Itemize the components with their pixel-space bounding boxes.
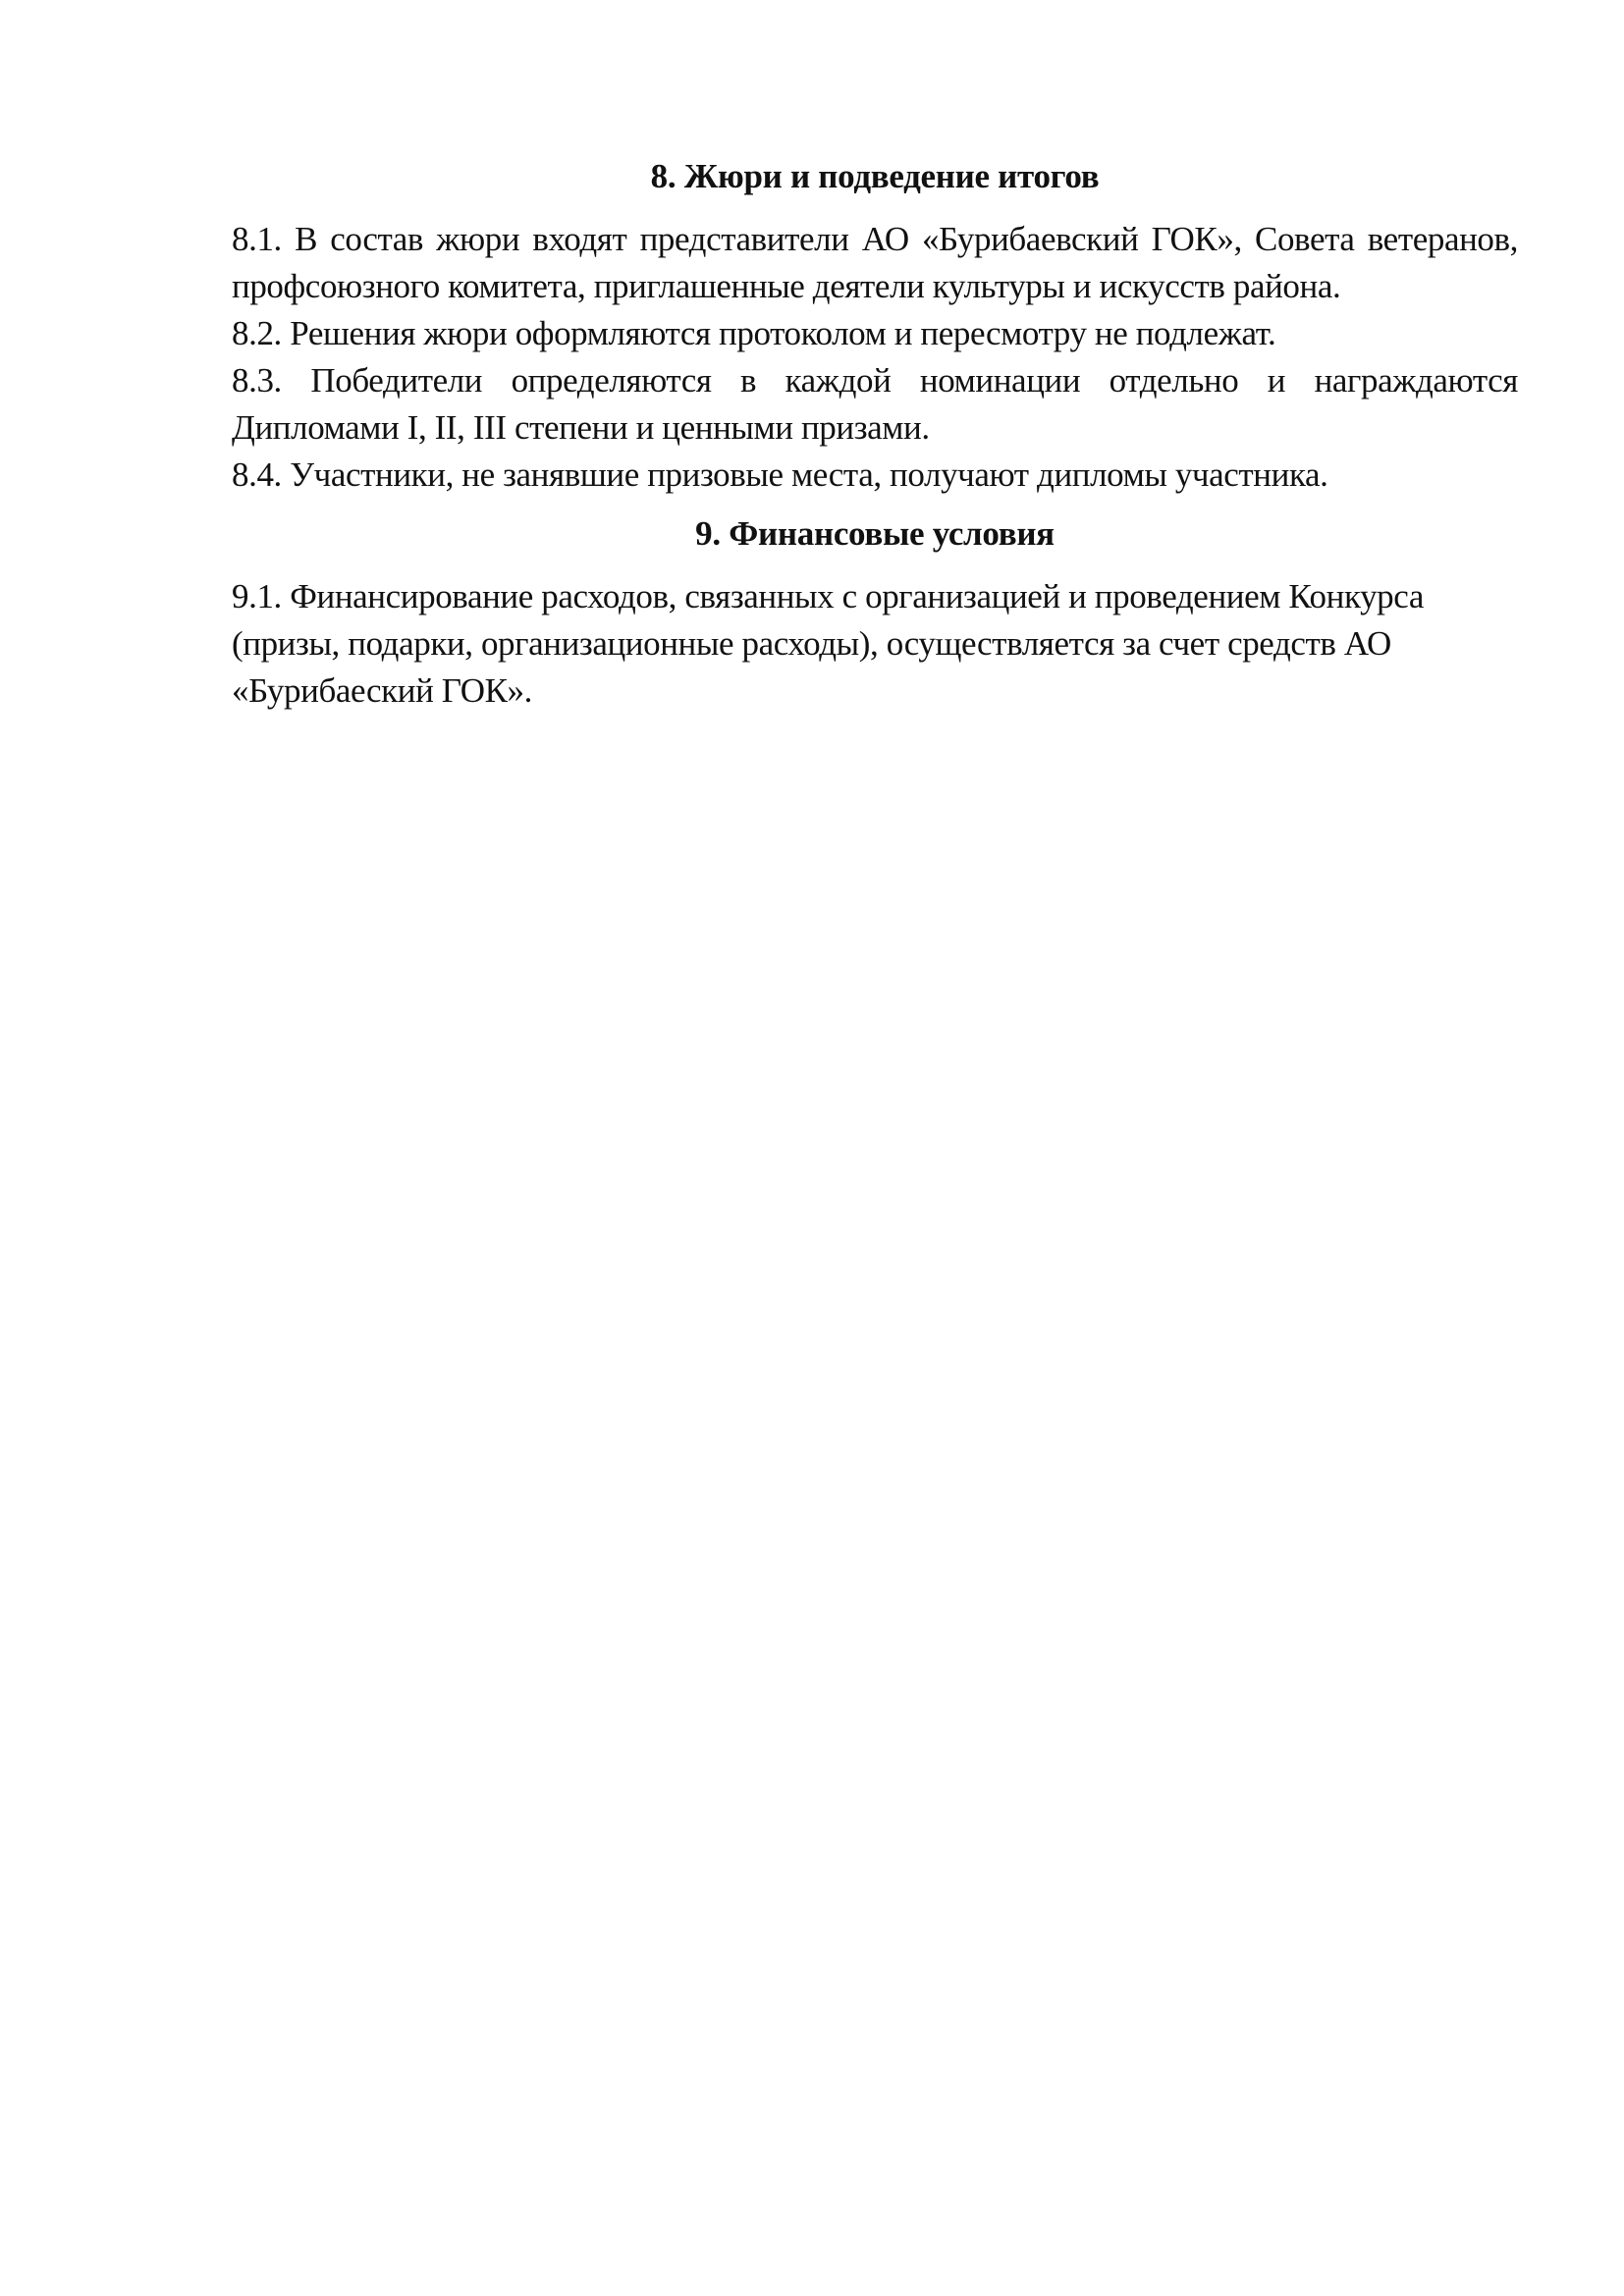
paragraph-8-2: 8.2. Решения жюри оформляются протоколом и пересмотру не подлежат. [232,314,1276,352]
section-8-jury [232,155,1518,499]
paragraph-8-4: 8.4. Участники, не занявшие призовые места, получают дипломы участника. [232,455,1328,494]
section-heading: 8. Жюри и подведение итогов [650,157,1100,195]
paragraph-8-1: 8.1. В состав жюри входят представители АО «Бурибаевский ГОК», Совета ветеранов, профсоюзного комитета, приглашенные деятели культуры и искусств района. [232,220,1518,305]
section-9-finance [232,512,1518,715]
document-page [232,155,1518,715]
section-heading: 9. Финансовые условия [695,514,1055,553]
paragraph-9-1: 9.1. Финансирование расходов, связанных с организацией и проведением Конкурса (призы, подарки, организационные расходы), осуществляется за счет средств АО «Бурибаеский ГОК». [232,577,1424,710]
paragraph-8-3: 8.3. Победители определяются в каждой номинации отдельно и награждаются Дипломами I, II, III степени и ценными призами. [232,361,1518,447]
